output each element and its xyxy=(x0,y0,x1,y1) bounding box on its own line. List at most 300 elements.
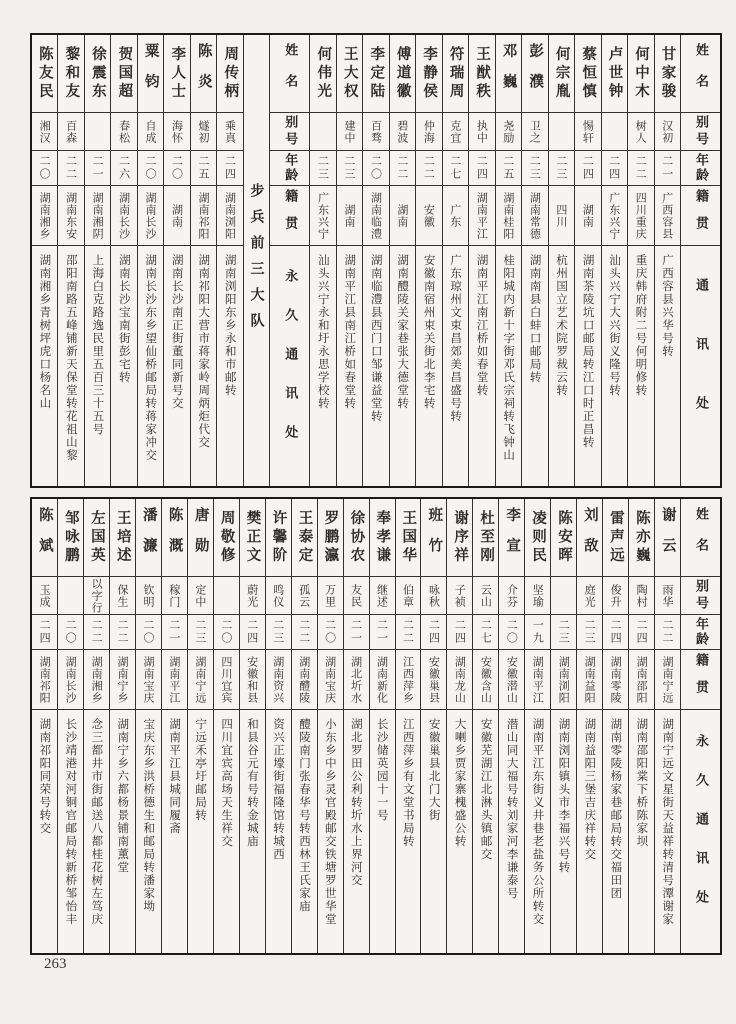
person-alias: 湘汉 xyxy=(32,113,57,151)
person-age: 二四 xyxy=(32,615,57,650)
person-name: 贺国超 xyxy=(111,35,136,113)
header-address-label: 永久通讯处 xyxy=(693,734,708,929)
person-name: 左国英 xyxy=(84,499,109,577)
person-column xyxy=(628,499,654,953)
person-age: 二〇 xyxy=(136,615,161,650)
person-column xyxy=(317,499,343,953)
person-alias: 陶村 xyxy=(629,577,654,615)
person-address: 湖北罗田公利转圻水上界河交 xyxy=(349,718,364,887)
person-address: 广西容县兴华号转 xyxy=(661,254,676,358)
header-native-label: 籍贯 xyxy=(681,186,720,246)
person-native: 湖南醴陵 xyxy=(292,650,317,710)
person-age: 二三 xyxy=(188,615,213,650)
person-alias: 蔚光 xyxy=(240,577,265,615)
person-native: 湖南长沙 xyxy=(111,186,136,246)
person-native: 湖南宁远 xyxy=(188,650,213,710)
person-alias: 介芬 xyxy=(499,577,524,615)
person-alias xyxy=(602,113,627,151)
person-name: 谢序祥 xyxy=(447,499,472,577)
person-address: 湖南益阳三堡吉庆祥转交 xyxy=(583,718,598,861)
person-name: 雷声远 xyxy=(603,499,628,577)
person-native: 湖南新化 xyxy=(370,650,395,710)
person-address: 宝庆东乡洪桥德生和邮局转潘家坳 xyxy=(142,718,157,913)
header-address-label: 通讯处 xyxy=(693,277,708,455)
person-alias: 仲海 xyxy=(416,113,441,151)
person-native: 湖南湘乡 xyxy=(32,186,57,246)
person-age: 二二 xyxy=(292,615,317,650)
person-alias: 稼门 xyxy=(162,577,187,615)
person-age: 二四 xyxy=(603,615,628,650)
person-native: 四川 xyxy=(549,186,574,246)
person-age: 二四 xyxy=(447,615,472,650)
person-address: 湖南醴陵关家巷张大德堂转 xyxy=(396,254,411,410)
person-column xyxy=(57,35,83,486)
person-alias: 克宜 xyxy=(443,113,468,151)
person-address: 湖南平江县城同履斋 xyxy=(168,718,183,835)
person-native: 湖南 xyxy=(390,186,415,246)
person-address: 小东乡中乡灵官殿邮交铁塘罗世华堂 xyxy=(323,718,338,926)
person-alias: 继述 xyxy=(370,577,395,615)
header-address-label: 永久通讯处 xyxy=(282,268,298,464)
person-age: 二二 xyxy=(84,615,109,650)
person-address: 醴陵南门张春华号转西林王氏家庙 xyxy=(297,718,312,913)
person-address: 湖南邵阳棠下桥陈家坝 xyxy=(635,718,650,848)
person-native: 广西容县 xyxy=(655,186,680,246)
person-alias: 咏秋 xyxy=(421,577,446,615)
person-native: 湖南益阳 xyxy=(577,650,602,710)
person-alias: 海怀 xyxy=(164,113,189,151)
person-name: 李宣 xyxy=(499,499,524,577)
person-column xyxy=(415,35,441,486)
person-column xyxy=(548,35,574,486)
person-age: 二三 xyxy=(577,615,602,650)
person-name: 奉孝谦 xyxy=(370,499,395,577)
person-address: 湖南宁远文星街天益祥转清号潭谢家 xyxy=(661,718,676,926)
person-name: 罗鹏瀛 xyxy=(318,499,343,577)
person-address: 长沙靖港对河铜官邮局转新桥邹怡丰 xyxy=(64,718,79,926)
person-native: 湖南宁乡 xyxy=(110,650,135,710)
person-name: 许馨阶 xyxy=(266,499,291,577)
person-column xyxy=(83,499,109,953)
person-native: 湖南资兴 xyxy=(266,650,291,710)
person-name: 陈溉 xyxy=(162,499,187,577)
person-name: 杜至刚 xyxy=(473,499,498,577)
header-native-label: 籍贯 xyxy=(681,650,720,710)
person-native: 湖南平江 xyxy=(469,186,494,246)
person-column xyxy=(654,499,680,953)
person-column xyxy=(239,499,265,953)
person-column xyxy=(57,499,83,953)
person-name: 符瑞周 xyxy=(443,35,468,113)
person-column xyxy=(309,35,335,486)
person-name: 王培述 xyxy=(110,499,135,577)
person-address: 桂阳城内新十字街邓氏宗祠转飞钟山 xyxy=(502,254,517,462)
person-age: 二六 xyxy=(111,151,136,186)
person-name: 潘濂 xyxy=(136,499,161,577)
person-name: 周敬修 xyxy=(214,499,239,577)
header-name-label: 姓名 xyxy=(681,499,720,577)
person-column xyxy=(420,499,446,953)
person-address: 湖南茶陵坑口邮局转江口时正昌转 xyxy=(581,254,596,449)
person-address: 宁远禾亭圩邮局转 xyxy=(194,718,209,822)
person-column xyxy=(109,499,135,953)
person-native: 湖南龙山 xyxy=(447,650,472,710)
person-column xyxy=(602,499,628,953)
person-alias: 子祯 xyxy=(447,577,472,615)
person-native: 湖南零陵 xyxy=(603,650,628,710)
person-native: 湖南桂阳 xyxy=(496,186,521,246)
person-address: 重庆韩府附二号何明修转 xyxy=(634,254,649,397)
person-column xyxy=(137,35,163,486)
header-native-label: 籍贯 xyxy=(270,186,309,246)
person-address: 广东琼州文束昌郊美昌盛号转 xyxy=(449,254,464,423)
person-alias: 玉成 xyxy=(32,577,57,615)
person-address: 湖南宁乡六都杨景铺南薰堂 xyxy=(116,718,131,874)
person-column xyxy=(550,499,576,953)
header-alias-label: 别号 xyxy=(681,577,720,615)
person-column xyxy=(576,499,602,953)
person-name: 刘敌 xyxy=(577,499,602,577)
person-address: 安徽芜湖江北淋头镇邮交 xyxy=(479,718,494,861)
person-age: 二〇 xyxy=(499,615,524,650)
person-name: 王猷秩 xyxy=(469,35,494,113)
person-native: 湖南长沙 xyxy=(58,650,83,710)
person-native: 湖南 xyxy=(575,186,600,246)
person-address: 安徽巢县北门大街 xyxy=(427,718,442,822)
person-native: 江西萍乡 xyxy=(396,650,421,710)
person-alias xyxy=(549,113,574,151)
person-address: 安徽南宿州束关街北李宅转 xyxy=(422,254,437,410)
person-address: 湖南临澧县西门口邹谦益堂转 xyxy=(369,254,384,423)
header-name-label: 姓名 xyxy=(681,35,720,113)
person-address: 汕头兴宁大兴街义隆号转 xyxy=(608,254,623,397)
person-alias xyxy=(214,577,239,615)
person-age: 二三 xyxy=(266,615,291,650)
person-age: 二二 xyxy=(416,151,441,186)
person-address: 湖南浏阳东乡永和市邮转 xyxy=(223,254,238,397)
person-column xyxy=(521,35,547,486)
person-native: 湖南祁阳 xyxy=(32,650,57,710)
person-column xyxy=(362,35,388,486)
person-native: 湖南宝庆 xyxy=(136,650,161,710)
person-alias: 燧初 xyxy=(191,113,216,151)
person-native: 湖南常德 xyxy=(522,186,547,246)
person-address: 上海白克路逸民里五百三十五号 xyxy=(91,254,106,436)
person-age: 二四 xyxy=(217,151,242,186)
person-alias: 保生 xyxy=(110,577,135,615)
person-native: 湖南 xyxy=(164,186,189,246)
person-native: 湖南湘乡 xyxy=(84,650,109,710)
person-address: 湖南长沙宝南街彭宅转 xyxy=(117,254,132,384)
person-address: 湖南平江县南江桥如春堂转 xyxy=(343,254,358,410)
roster-table-top xyxy=(30,33,722,488)
person-address: 湖南祁阳大营市蒋家岭周炳炬代交 xyxy=(197,254,212,449)
header-column xyxy=(680,35,720,486)
person-age: 二四 xyxy=(602,151,627,186)
person-name: 王大权 xyxy=(337,35,362,113)
person-alias: 伯章 xyxy=(396,577,421,615)
person-alias: 建中 xyxy=(337,113,362,151)
person-native: 湖南浏阳 xyxy=(217,186,242,246)
person-age: 二三 xyxy=(522,151,547,186)
person-name: 陈安晖 xyxy=(551,499,576,577)
person-column xyxy=(627,35,653,486)
person-address: 念三都井市街邮送八都桂花树左笃庆 xyxy=(90,718,105,926)
person-column xyxy=(495,35,521,486)
person-native: 湖南浏阳 xyxy=(551,650,576,710)
person-alias: 雨华 xyxy=(655,577,680,615)
person-alias: 尧励 xyxy=(496,113,521,151)
person-alias: 庭光 xyxy=(577,577,602,615)
person-address: 江西萍乡有文堂书局转 xyxy=(401,718,416,848)
person-alias: 乘真 xyxy=(217,113,242,151)
person-age: 二三 xyxy=(551,615,576,650)
person-age: 二四 xyxy=(629,615,654,650)
person-alias: 钦明 xyxy=(136,577,161,615)
person-name: 何中木 xyxy=(628,35,653,113)
person-name: 甘家骏 xyxy=(655,35,680,113)
person-alias: 树人 xyxy=(628,113,653,151)
person-alias: 卫之 xyxy=(522,113,547,151)
person-native: 湖南 xyxy=(337,186,362,246)
person-age: 二一 xyxy=(370,615,395,650)
person-age: 二〇 xyxy=(363,151,388,186)
person-name: 彭濮 xyxy=(522,35,547,113)
person-age: 二〇 xyxy=(318,615,343,650)
person-age: 二二 xyxy=(58,151,83,186)
person-alias xyxy=(551,577,576,615)
person-alias: 碧波 xyxy=(390,113,415,151)
person-age: 二一 xyxy=(85,151,110,186)
person-native: 湖南宁远 xyxy=(655,650,680,710)
person-native: 安徽巢县 xyxy=(421,650,446,710)
person-alias: 执中 xyxy=(469,113,494,151)
person-name: 王泰定 xyxy=(292,499,317,577)
person-age: 二二 xyxy=(396,615,421,650)
person-column xyxy=(213,499,239,953)
person-age: 二二 xyxy=(628,151,653,186)
header-column xyxy=(680,499,720,953)
person-column xyxy=(110,35,136,486)
person-native: 安徽含山 xyxy=(473,650,498,710)
person-name: 徐协农 xyxy=(344,499,369,577)
person-name: 邓巍 xyxy=(496,35,521,113)
person-address: 汕头兴宁永和圩永思学校转 xyxy=(316,254,331,410)
person-age: 二一 xyxy=(655,151,680,186)
person-native: 湖南东安 xyxy=(58,186,83,246)
person-age: 二三 xyxy=(549,151,574,186)
person-native: 湖南邵阳 xyxy=(629,650,654,710)
person-alias xyxy=(310,113,335,151)
person-column xyxy=(135,499,161,953)
page-number: 263 xyxy=(44,956,67,972)
person-alias: 定中 xyxy=(188,577,213,615)
person-column xyxy=(574,35,600,486)
person-address: 湖南祁阳同荣号转交 xyxy=(38,718,53,835)
person-column xyxy=(369,499,395,953)
person-name: 陈炎 xyxy=(191,35,216,113)
person-address: 长沙储英园十一号 xyxy=(375,718,390,822)
person-alias: 惕轩 xyxy=(575,113,600,151)
person-name: 邹咏鹏 xyxy=(58,499,83,577)
person-alias: 坚瑜 xyxy=(525,577,550,615)
header-age-label: 年龄 xyxy=(681,151,720,186)
header-column xyxy=(269,35,309,486)
person-column xyxy=(389,35,415,486)
person-alias: 鸣仪 xyxy=(266,577,291,615)
person-name: 陈亦巍 xyxy=(629,499,654,577)
person-name: 樊正文 xyxy=(240,499,265,577)
person-name: 黎和友 xyxy=(58,35,83,113)
person-name: 徐震东 xyxy=(85,35,110,113)
person-address: 和县谷元有号转金城庙 xyxy=(246,718,261,848)
person-address: 邵阳南路五峰铺新天保堂转花祖山黎 xyxy=(64,254,79,462)
person-column xyxy=(446,499,472,953)
person-alias: 百骛 xyxy=(363,113,388,151)
person-address: 湖南平江东街义井巷老盐务公所转交 xyxy=(531,718,546,926)
person-native: 四川宜宾 xyxy=(214,650,239,710)
person-column xyxy=(32,499,57,953)
person-name: 卢世钟 xyxy=(602,35,627,113)
person-name: 陈斌 xyxy=(32,499,57,577)
person-name: 班竹 xyxy=(421,499,446,577)
person-column xyxy=(291,499,317,953)
person-column xyxy=(265,499,291,953)
person-alias: 云山 xyxy=(473,577,498,615)
person-name: 粟钧 xyxy=(138,35,163,113)
person-name: 陈友民 xyxy=(32,35,57,113)
person-name: 李静侯 xyxy=(416,35,441,113)
person-name: 唐勋 xyxy=(188,499,213,577)
person-alias: 百森 xyxy=(58,113,83,151)
person-name: 蔡恒慎 xyxy=(575,35,600,113)
person-age: 二四 xyxy=(575,151,600,186)
person-alias: 友民 xyxy=(344,577,369,615)
person-name: 周传柄 xyxy=(217,35,242,113)
person-native: 安徽和县 xyxy=(240,650,265,710)
person-age: 二〇 xyxy=(138,151,163,186)
person-alias: 万里 xyxy=(318,577,343,615)
person-age: 二二 xyxy=(655,615,680,650)
person-native: 安徽潜山 xyxy=(499,650,524,710)
person-column xyxy=(395,499,421,953)
header-name-label: 姓名 xyxy=(270,35,309,113)
person-alias: 孤云 xyxy=(292,577,317,615)
person-age: 二四 xyxy=(421,615,446,650)
person-age: 二五 xyxy=(191,151,216,186)
person-name: 李定陆 xyxy=(363,35,388,113)
person-age: 二四 xyxy=(240,615,265,650)
person-age: 二三 xyxy=(337,151,362,186)
person-alias: 汉初 xyxy=(655,113,680,151)
person-alias xyxy=(85,113,110,151)
person-age: 二三 xyxy=(310,151,335,186)
person-column xyxy=(187,499,213,953)
person-address: 湖南长沙东乡望仙桥邮局转蒋家冲交 xyxy=(144,254,159,462)
person-age: 二七 xyxy=(473,615,498,650)
unit-title: 步兵前三大队 xyxy=(248,182,265,339)
person-native: 湖北圻水 xyxy=(344,650,369,710)
person-age: 二一 xyxy=(344,615,369,650)
roster-table-bottom xyxy=(30,497,722,955)
person-age: 二〇 xyxy=(164,151,189,186)
person-address: 湖南平江南江桥如春堂转 xyxy=(475,254,490,397)
person-address: 潜山同大福号转刘家河李谦泰号 xyxy=(505,718,520,900)
person-native: 湖南临澧 xyxy=(363,186,388,246)
person-alias: 春松 xyxy=(111,113,136,151)
person-column xyxy=(472,499,498,953)
person-native: 湖南祁阳 xyxy=(191,186,216,246)
person-address: 大喇乡贾家寨槐盛公转 xyxy=(453,718,468,848)
header-alias-label: 别号 xyxy=(681,113,720,151)
person-name: 李人士 xyxy=(164,35,189,113)
person-native: 广东兴宁 xyxy=(602,186,627,246)
person-native: 湖南宝庆 xyxy=(318,650,343,710)
header-age-label: 年龄 xyxy=(270,151,309,186)
person-native: 四川重庆 xyxy=(628,186,653,246)
person-native: 湖南平江 xyxy=(162,650,187,710)
person-native: 广东兴宁 xyxy=(310,186,335,246)
person-age: 二〇 xyxy=(58,615,83,650)
unit-title-column xyxy=(243,35,269,486)
person-age: 二七 xyxy=(443,151,468,186)
person-column xyxy=(216,35,242,486)
person-address: 资兴正壕街福隆馆转城西 xyxy=(271,718,286,861)
person-address: 杭州国立艺术院罗裁云转 xyxy=(555,254,570,397)
person-alias: 俊升 xyxy=(603,577,628,615)
person-age: 二〇 xyxy=(32,151,57,186)
person-address: 湖南浏阳镇头市李福兴号转 xyxy=(557,718,572,874)
person-alias: 以字行 xyxy=(84,577,109,615)
person-column xyxy=(343,499,369,953)
person-age: 二二 xyxy=(110,615,135,650)
person-name: 王国华 xyxy=(396,499,421,577)
person-column xyxy=(336,35,362,486)
header-age-label: 年龄 xyxy=(681,615,720,650)
person-address: 四川宜宾高场天生祥交 xyxy=(220,718,235,848)
person-column xyxy=(601,35,627,486)
person-name: 凌则民 xyxy=(525,499,550,577)
person-column xyxy=(654,35,680,486)
person-native: 湖南平江 xyxy=(525,650,550,710)
person-name: 谢云 xyxy=(655,499,680,577)
person-age: 一九 xyxy=(525,615,550,650)
person-native: 湖南湘阴 xyxy=(85,186,110,246)
person-address: 湖南长沙南正街董同新号交 xyxy=(170,254,185,410)
person-name: 何宗胤 xyxy=(549,35,574,113)
person-age: 二〇 xyxy=(214,615,239,650)
person-age: 二四 xyxy=(469,151,494,186)
person-age: 二五 xyxy=(496,151,521,186)
person-column xyxy=(524,499,550,953)
person-column xyxy=(498,499,524,953)
person-age: 二一 xyxy=(162,615,187,650)
person-native: 湖南长沙 xyxy=(138,186,163,246)
person-alias xyxy=(58,577,83,615)
person-column xyxy=(442,35,468,486)
person-column xyxy=(32,35,57,486)
person-column xyxy=(190,35,216,486)
person-alias: 自成 xyxy=(138,113,163,151)
person-name: 何伟光 xyxy=(310,35,335,113)
person-native: 广东 xyxy=(443,186,468,246)
person-column xyxy=(161,499,187,953)
header-alias-label: 别号 xyxy=(270,113,309,151)
person-address: 湖南湘乡青树坪虎口杨名山 xyxy=(38,254,53,410)
person-name: 傅道徽 xyxy=(390,35,415,113)
person-column xyxy=(163,35,189,486)
person-address: 湖南零陵杨家巷邮局转交福田团 xyxy=(609,718,624,900)
